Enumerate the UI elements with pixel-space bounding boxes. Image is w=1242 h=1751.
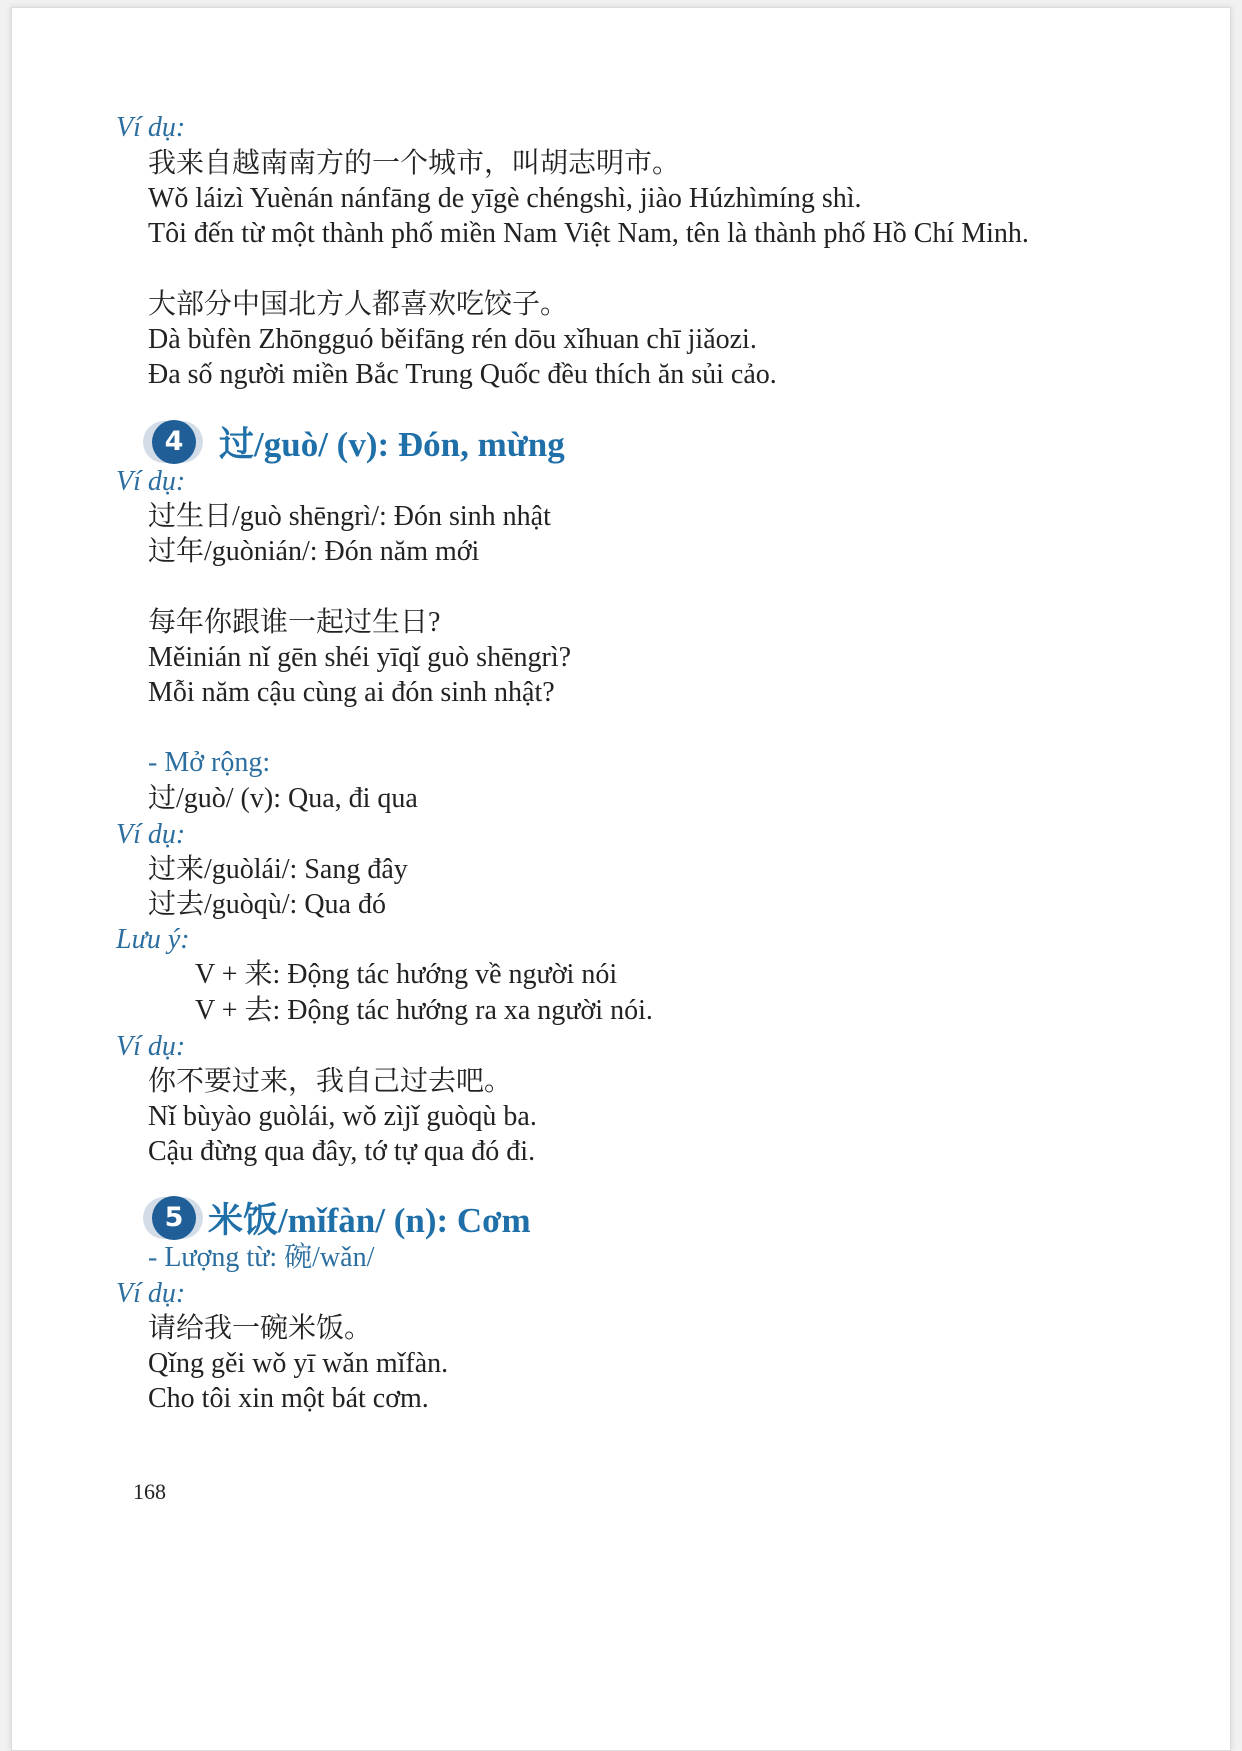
- example-label: Ví dụ:: [116, 819, 186, 850]
- extension-definition: 过/guò/ (v): Qua, đi qua: [148, 783, 418, 814]
- example-translation: Cho tôi xin một bát cơm.: [148, 1383, 429, 1414]
- badge-number: 4: [152, 420, 196, 464]
- example-chinese: 我来自越南南方的一个城市，叫胡志明市。: [148, 148, 681, 179]
- example-pinyin: Dà bùfèn Zhōngguó běifāng rén dōu xǐhuan chī jiǎozi.: [148, 324, 757, 355]
- example-pinyin: Wǒ láizì Yuènán nánfāng de yīgè chéngshì, jiào Húzhìmíng shì.: [148, 183, 862, 214]
- vocab-item: 过年/guònián/: Đón năm mới: [148, 536, 480, 567]
- example-translation: Cậu đừng qua đây, tớ tự qua đó đi.: [148, 1136, 536, 1167]
- section-heading: 过/guò/ (v): Đón, mừng: [219, 425, 565, 464]
- measure-word-line: - Lượng từ: 碗/wǎn/: [148, 1242, 375, 1273]
- vocab-item: 过来/guòlái/: Sang đây: [148, 854, 408, 885]
- note-item: V + 去: Động tác hướng ra xa người nói.: [195, 995, 653, 1026]
- example-chinese: 请给我一碗米饭。: [148, 1313, 373, 1344]
- example-translation: Đa số người miền Bắc Trung Quốc đều thích ăn sủi cảo.: [148, 359, 777, 390]
- page-number: 168: [133, 1479, 166, 1504]
- example-label: Ví dụ:: [116, 112, 186, 143]
- example-label: Ví dụ:: [116, 466, 186, 497]
- badge-number: 5: [152, 1196, 196, 1240]
- note-item: V + 来: Động tác hướng về người nói: [195, 959, 618, 990]
- example-pinyin: Měinián nǐ gēn shéi yīqǐ guò shēngrì?: [148, 642, 572, 673]
- extension-label: - Mở rộng:: [148, 747, 271, 778]
- vocab-item: 过去/guòqù/: Qua đó: [148, 889, 386, 920]
- note-label: Lưu ý:: [116, 924, 190, 955]
- example-chinese: 每年你跟谁一起过生日?: [148, 607, 441, 638]
- example-chinese: 你不要过来，我自己过去吧。: [148, 1066, 513, 1097]
- example-label: Ví dụ:: [116, 1278, 186, 1309]
- section-heading: 米饭/mǐfàn/ (n): Cơm: [208, 1201, 531, 1240]
- example-pinyin: Nǐ bùyào guòlái, wǒ zìjǐ guòqù ba.: [148, 1101, 537, 1132]
- example-label: Ví dụ:: [116, 1031, 186, 1062]
- section-number-badge: [143, 420, 205, 464]
- document-page: [11, 7, 1231, 1751]
- example-translation: Mỗi năm cậu cùng ai đón sinh nhật?: [148, 677, 555, 708]
- section-number-badge: [143, 1196, 205, 1240]
- example-chinese: 大部分中国北方人都喜欢吃饺子。: [148, 289, 569, 320]
- vocab-item: 过生日/guò shēngrì/: Đón sinh nhật: [148, 501, 551, 532]
- example-pinyin: Qǐng gěi wǒ yī wǎn mǐfàn.: [148, 1348, 449, 1379]
- example-translation: Tôi đến từ một thành phố miền Nam Việt Nam, tên là thành phố Hồ Chí Minh.: [148, 218, 1029, 249]
